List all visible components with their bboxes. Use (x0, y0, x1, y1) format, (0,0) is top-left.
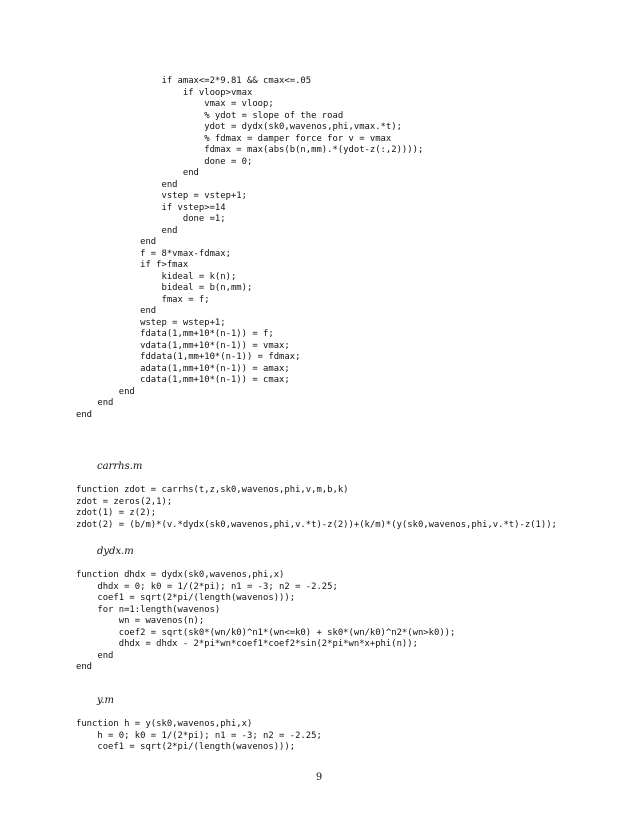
code-line: fdata(1,mm+10*(n-1)) = f; (76, 329, 274, 339)
code-line: end (76, 237, 157, 247)
file-heading-carrhs: carrhs.m (97, 461, 143, 472)
code-line: % fdmax = damper force for v = vmax (76, 133, 392, 144)
code-line: zdot = zeros(2,1); (76, 496, 173, 507)
code-line: end (76, 409, 93, 420)
code-line: adata(1,mm+10*(n-1)) = amax; (76, 363, 290, 374)
code-line: zdot(2) = (b/m)*(v.*dydx(sk0,wavenos,phi,v.*t)-z(2))+(k/m)*(y(sk0,wavenos,phi,v.*t)-z(1)); (76, 519, 557, 530)
code-line: cdata(1,mm+10*(n-1)) = cmax; (76, 375, 290, 385)
code-line: fmax = f; (76, 294, 210, 305)
code-line: dhdx = 0; k0 = 1/(2*pi); n1 = -3; n2 = -2.25; (76, 581, 338, 592)
file-heading-dydx: dydx.m (97, 546, 134, 557)
code-line: zdot(1) = z(2); (76, 508, 157, 518)
code-line: fddata(1,mm+10*(n-1)) = fdmax; (76, 352, 301, 362)
code-line: coef1 = sqrt(2*pi/(length(wavenos))); (76, 593, 296, 603)
code-block-carrhs (76, 485, 557, 531)
code-line: vstep = vstep+1; (76, 191, 247, 201)
code-line: coef1 = sqrt(2*pi/(length(wavenos))); (76, 742, 296, 752)
code-line: vmax = vloop; (76, 99, 274, 109)
code-line: if vstep>=14 (76, 202, 226, 213)
code-line: end (76, 386, 135, 397)
page-number: 9 (315, 772, 323, 783)
code-line: wn = wavenos(n); (76, 616, 205, 626)
code-block-main-loop-end (76, 76, 423, 421)
code-line: if vloop>vmax (76, 87, 253, 98)
code-line: end (76, 179, 178, 190)
code-block-y (76, 719, 322, 754)
code-line: vdata(1,mm+10*(n-1)) = vmax; (76, 340, 290, 351)
code-line: f = 8*vmax-fdmax; (76, 248, 231, 259)
code-line: end (76, 650, 114, 661)
code-line: coef2 = sqrt(sk0*(wn/k0)^n1*(wn<=k0) + sk0*(wn/k0)^n2*(wn>k0)); (76, 627, 456, 638)
code-line: end (76, 306, 157, 316)
code-line: for n=1:length(wavenos) (76, 604, 221, 615)
code-line: if f>fmax (76, 260, 189, 270)
code-line: bideal = b(n,mm); (76, 283, 253, 293)
code-line: kideal = k(n); (76, 271, 237, 282)
code-line: ydot = dydx(sk0,wavenos,phi,vmax.*t); (76, 122, 402, 132)
code-line: if amax<=2*9.81 && cmax<=.05 (76, 76, 312, 86)
code-line: done =1; (76, 214, 226, 224)
file-heading-y: y.m (97, 695, 114, 706)
code-line: function dhdx = dydx(sk0,wavenos,phi,x) (76, 570, 285, 580)
code-line: end (76, 398, 114, 408)
code-line: end (76, 225, 178, 236)
code-line: wstep = wstep+1; (76, 317, 226, 328)
code-line: end (76, 168, 199, 178)
code-line: % ydot = slope of the road (76, 110, 344, 121)
code-line: dhdx = dhdx - 2*pi*wn*coef1*coef2*sin(2*pi*wn*x+phi(n)); (76, 639, 418, 649)
code-line: end (76, 662, 93, 672)
code-line: h = 0; k0 = 1/(2*pi); n1 = -3; n2 = -2.25; (76, 730, 322, 741)
code-line: function zdot = carrhs(t,z,sk0,wavenos,phi,v,m,b,k) (76, 485, 349, 495)
code-line: fdmax = max(abs(b(n,mm).*(ydot-z(:,2)))); (76, 145, 424, 155)
code-line: function h = y(sk0,wavenos,phi,x) (76, 719, 253, 729)
code-line: done = 0; (76, 156, 253, 167)
code-block-dydx (76, 570, 455, 674)
